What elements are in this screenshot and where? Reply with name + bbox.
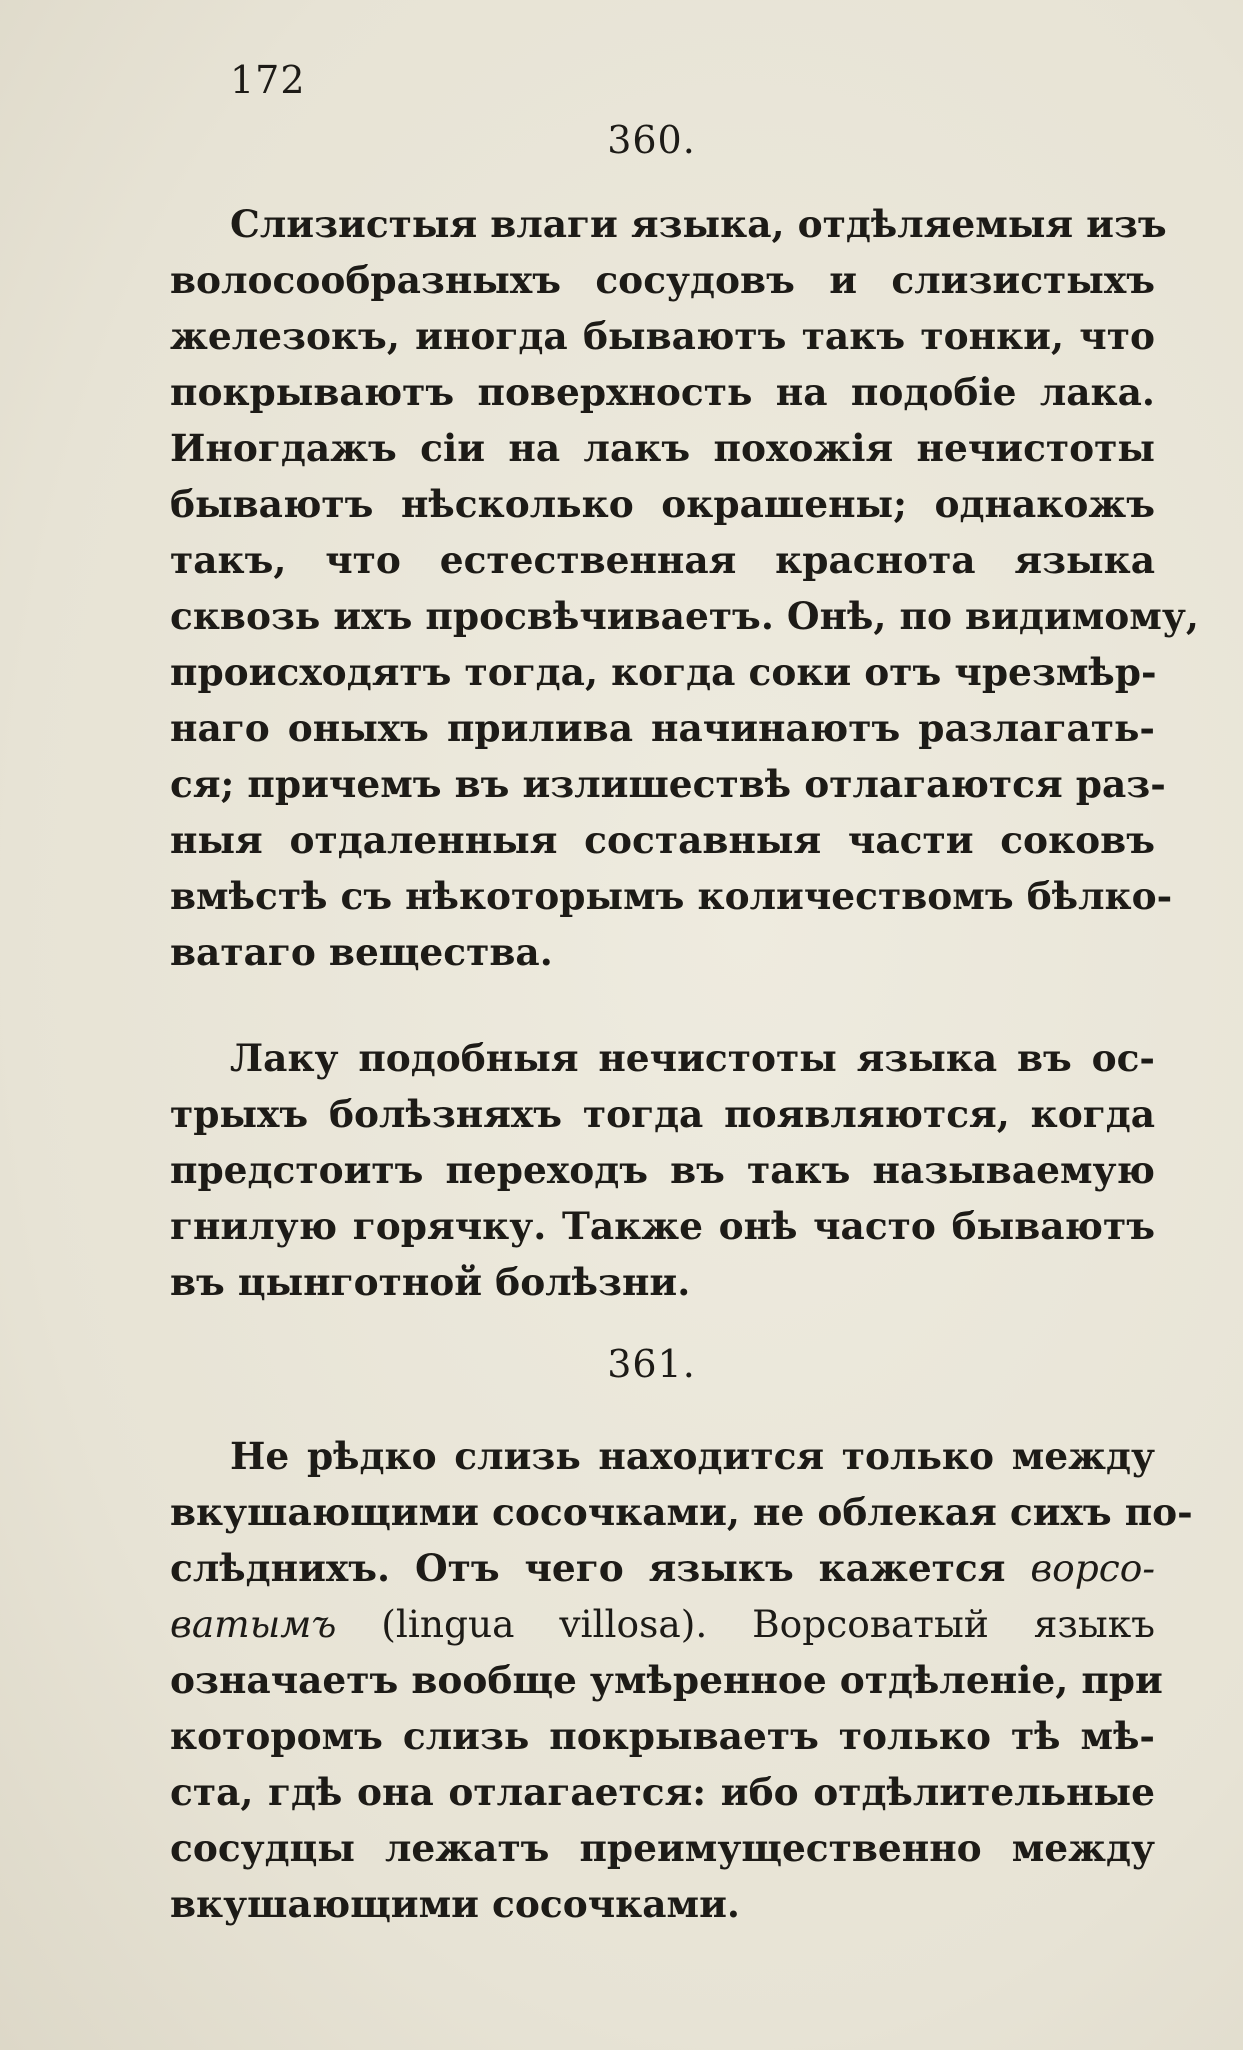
paragraph-1 — [170, 196, 1199, 980]
paragraph-2 — [170, 1030, 1155, 1310]
italic-word: ворсо- — [1030, 1546, 1155, 1590]
section-number-360: 360. — [607, 118, 696, 162]
text-line: такъ, что естественная краснота языка — [170, 538, 1155, 582]
text-line: вкушающими сосочками. — [170, 1882, 740, 1926]
text-line: въ цынготной болѣзни. — [170, 1260, 691, 1304]
text-line: ватаго вещества. — [170, 930, 553, 974]
text-line: происходятъ тогда, когда соки отъ чрезмѣр- — [170, 650, 1157, 694]
text-line: покрываютъ поверхность на подобіе лака. — [170, 370, 1155, 414]
text-line: железокъ, иногда бываютъ такъ тонки, что — [170, 314, 1155, 358]
text-line: сквозь ихъ просвѣчиваетъ. Онѣ, по видимому, — [170, 594, 1199, 638]
section-number-361: 361. — [607, 1342, 696, 1386]
text-line: вмѣстѣ съ нѣкоторымъ количествомъ бѣлко- — [170, 874, 1173, 918]
text-line: вкушающими сосочками, не облекая сихъ по- — [170, 1490, 1193, 1534]
paragraph-3 — [170, 1428, 1193, 1932]
text-line — [170, 1540, 1155, 1596]
text-line: предстоитъ переходъ въ такъ называемую — [170, 1148, 1155, 1192]
text-segment: слѣднихъ. Отъ чего языкъ кажется — [170, 1546, 1031, 1590]
text-line: ся; причемъ въ излишествѣ отлагаются раз- — [170, 762, 1166, 806]
text-line: ныя отдаленныя составныя части соковъ — [170, 818, 1155, 862]
text-line: которомъ слизь покрываетъ только тѣ мѣ- — [170, 1714, 1155, 1758]
text-line: Слизистыя влаги языка, отдѣляемыя изъ — [230, 202, 1167, 246]
text-segment: (lingua villosa). Ворсоватый языкъ — [336, 1602, 1155, 1646]
text-line: наго оныхъ прилива начинаютъ разлагать- — [170, 706, 1155, 750]
text-line: ста, гдѣ она отлагается: ибо отдѣлительные — [170, 1770, 1155, 1814]
text-line: сосудцы лежатъ преимущественно между — [170, 1826, 1155, 1870]
text-line: означаетъ вообще умѣренное отдѣленіе, при — [170, 1658, 1163, 1702]
text-line — [170, 1596, 1155, 1652]
italic-word-continued: ватымъ — [170, 1602, 337, 1646]
text-line: волосообразныхъ сосудовъ и слизистыхъ — [170, 258, 1155, 302]
text-line: Иногдажъ сіи на лакъ похожія нечистоты — [170, 426, 1155, 470]
text-line: Лаку подобныя нечистоты языка въ ос- — [230, 1036, 1155, 1080]
text-line: гнилую горячку. Также онѣ часто бываютъ — [170, 1204, 1155, 1248]
text-line: бываютъ нѣсколько окрашены; однакожъ — [170, 482, 1155, 526]
page-number: 172 — [230, 58, 306, 102]
text-line: трыхъ болѣзняхъ тогда появляются, когда — [170, 1092, 1155, 1136]
text-line: Не рѣдко слизь находится только между — [230, 1434, 1155, 1478]
